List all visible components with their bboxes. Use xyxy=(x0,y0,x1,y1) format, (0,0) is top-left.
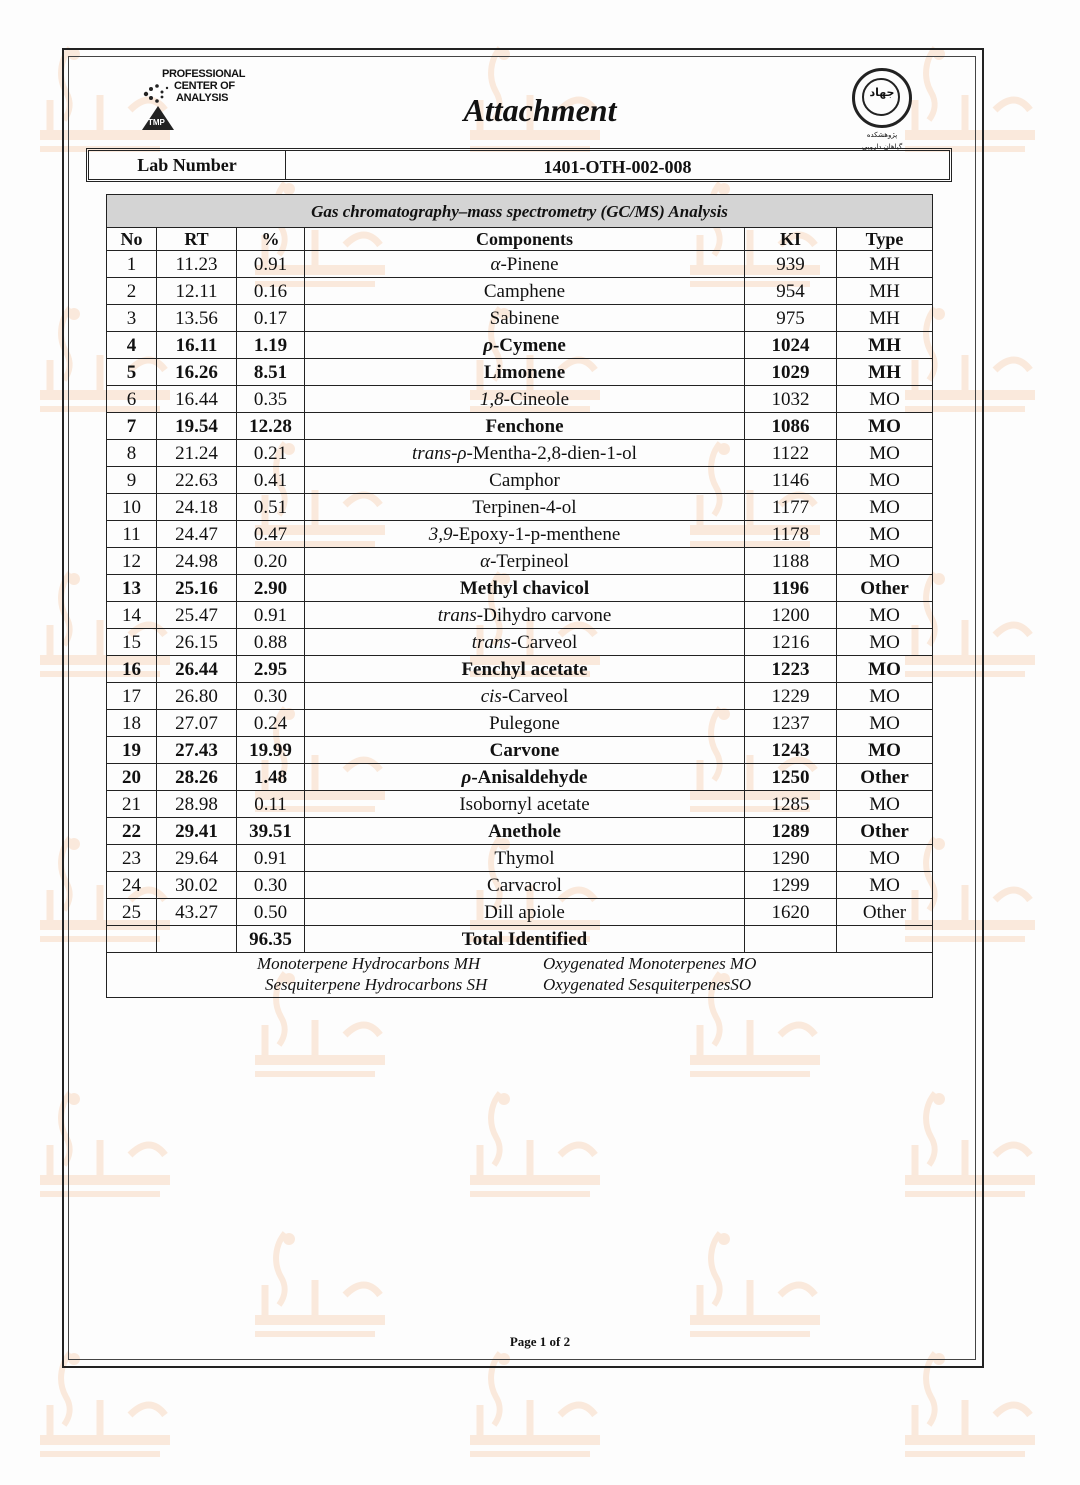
cell-no: 3 xyxy=(107,305,157,332)
cell-ki: 975 xyxy=(745,305,837,332)
cell-no: 4 xyxy=(107,332,157,359)
cell-type: MO xyxy=(837,467,933,494)
component-name: -Pinene xyxy=(500,253,559,275)
cell-percent: 0.35 xyxy=(237,386,305,413)
table-row xyxy=(107,413,933,440)
component-name: Isobornyl acetate xyxy=(459,793,590,815)
cell-component xyxy=(305,629,745,656)
component-prefix: trans xyxy=(471,631,511,653)
table-row xyxy=(107,629,933,656)
cell-type: MO xyxy=(837,656,933,683)
table-row xyxy=(107,683,933,710)
cell-component xyxy=(305,440,745,467)
cell-no: 23 xyxy=(107,845,157,872)
cell-component xyxy=(305,305,745,332)
cell-no: 13 xyxy=(107,575,157,602)
cell-percent: 39.51 xyxy=(237,818,305,845)
cell-ki: 1223 xyxy=(745,656,837,683)
cell-rt: 43.27 xyxy=(157,899,237,926)
cell-rt: 24.18 xyxy=(157,494,237,521)
table-row xyxy=(107,899,933,926)
table-row xyxy=(107,764,933,791)
cell-component xyxy=(305,764,745,791)
cell-rt: 28.26 xyxy=(157,764,237,791)
legend-sh: Sesquiterpene Hydrocarbons SH xyxy=(265,975,488,994)
institute-caption-2: گیاهان دارویی xyxy=(861,143,903,151)
component-prefix: cis xyxy=(480,685,502,707)
cell-component xyxy=(305,791,745,818)
cell-rt: 11.23 xyxy=(157,251,237,278)
cell-percent: 0.41 xyxy=(237,467,305,494)
cell-no: 11 xyxy=(107,521,157,548)
cell-ki: 1122 xyxy=(745,440,837,467)
cell-percent: 1.48 xyxy=(237,764,305,791)
table-row xyxy=(107,467,933,494)
cell-rt: 29.41 xyxy=(157,818,237,845)
table-row xyxy=(107,872,933,899)
table-row xyxy=(107,386,933,413)
cell-component xyxy=(305,710,745,737)
cell-rt: 16.44 xyxy=(157,386,237,413)
legend-so: Oxygenated SesquiterpenesSO xyxy=(543,975,752,994)
component-name: Camphene xyxy=(483,280,566,302)
table-row xyxy=(107,818,933,845)
institute-seal-logo xyxy=(852,68,912,151)
total-empty-3 xyxy=(745,926,837,953)
seal-icon xyxy=(852,68,912,128)
cell-percent: 0.30 xyxy=(237,683,305,710)
cell-type: Other xyxy=(837,899,933,926)
cell-type: MO xyxy=(837,872,933,899)
cell-no: 25 xyxy=(107,899,157,926)
table-row xyxy=(107,737,933,764)
cell-component xyxy=(305,845,745,872)
cell-rt: 13.56 xyxy=(157,305,237,332)
cell-rt: 21.24 xyxy=(157,440,237,467)
cell-ki: 1178 xyxy=(745,521,837,548)
cell-ki: 1299 xyxy=(745,872,837,899)
cell-component xyxy=(305,332,745,359)
table-row xyxy=(107,845,933,872)
cell-percent: 0.17 xyxy=(237,305,305,332)
component-prefix: 3,9 xyxy=(428,523,453,545)
cell-ki: 1029 xyxy=(745,359,837,386)
cell-ki: 1229 xyxy=(745,683,837,710)
institute-caption-1: پژوهشکده xyxy=(866,131,898,139)
cell-no: 22 xyxy=(107,818,157,845)
col-header-type: Type xyxy=(837,228,933,251)
cell-percent: 0.11 xyxy=(237,791,305,818)
cell-type: MO xyxy=(837,791,933,818)
cell-component xyxy=(305,575,745,602)
cell-rt: 26.44 xyxy=(157,656,237,683)
cell-percent: 0.91 xyxy=(237,845,305,872)
table-row xyxy=(107,575,933,602)
cell-no: 7 xyxy=(107,413,157,440)
cell-ki: 1188 xyxy=(745,548,837,575)
table-row xyxy=(107,710,933,737)
total-empty-1 xyxy=(107,926,157,953)
component-prefix: trans xyxy=(437,604,477,626)
component-name: Fenchone xyxy=(485,415,564,437)
table-row xyxy=(107,656,933,683)
cell-percent: 19.99 xyxy=(237,737,305,764)
cell-type: Other xyxy=(837,575,933,602)
cell-type: MO xyxy=(837,548,933,575)
cell-component xyxy=(305,386,745,413)
cell-no: 17 xyxy=(107,683,157,710)
cell-component xyxy=(305,359,745,386)
cell-no: 1 xyxy=(107,251,157,278)
cell-component xyxy=(305,818,745,845)
cell-no: 18 xyxy=(107,710,157,737)
component-name: -Epoxy-1-p-menthene xyxy=(452,523,621,545)
table-row xyxy=(107,791,933,818)
component-name: Anethole xyxy=(488,820,561,842)
component-prefix: ρ xyxy=(483,334,493,356)
cell-ki: 1196 xyxy=(745,575,837,602)
cell-rt: 27.43 xyxy=(157,737,237,764)
cell-ki: 1216 xyxy=(745,629,837,656)
cell-type: MO xyxy=(837,440,933,467)
table-row xyxy=(107,332,933,359)
cell-type: MO xyxy=(837,710,933,737)
cell-percent: 0.16 xyxy=(237,278,305,305)
cell-ki: 1177 xyxy=(745,494,837,521)
cell-component xyxy=(305,683,745,710)
cell-ki: 1200 xyxy=(745,602,837,629)
col-header-percent: % xyxy=(237,228,305,251)
cell-no: 9 xyxy=(107,467,157,494)
component-prefix: α xyxy=(490,253,501,275)
cell-type: MH xyxy=(837,332,933,359)
table-row xyxy=(107,602,933,629)
cell-ki: 939 xyxy=(745,251,837,278)
cell-no: 19 xyxy=(107,737,157,764)
cell-component xyxy=(305,278,745,305)
cell-percent: 8.51 xyxy=(237,359,305,386)
component-name: -Mentha-2,8-dien-1-ol xyxy=(466,442,637,464)
table-body xyxy=(107,251,933,926)
page-title: Attachment xyxy=(463,92,617,128)
cell-percent: 0.51 xyxy=(237,494,305,521)
cell-type: MO xyxy=(837,413,933,440)
cell-ki: 1290 xyxy=(745,845,837,872)
cell-rt: 29.64 xyxy=(157,845,237,872)
cell-type: Other xyxy=(837,818,933,845)
cell-ki: 1250 xyxy=(745,764,837,791)
table-row xyxy=(107,521,933,548)
cell-type: MH xyxy=(837,251,933,278)
component-name: -Carveol xyxy=(501,685,569,707)
cell-no: 20 xyxy=(107,764,157,791)
cell-component xyxy=(305,494,745,521)
cell-percent: 0.24 xyxy=(237,710,305,737)
cell-no: 10 xyxy=(107,494,157,521)
cell-no: 6 xyxy=(107,386,157,413)
cell-component xyxy=(305,548,745,575)
cell-no: 14 xyxy=(107,602,157,629)
cell-percent: 2.90 xyxy=(237,575,305,602)
component-name: Thymol xyxy=(494,847,555,869)
cell-type: Other xyxy=(837,764,933,791)
col-header-ki: KI xyxy=(745,228,837,251)
cell-type: MO xyxy=(837,683,933,710)
cell-ki: 1032 xyxy=(745,386,837,413)
cell-type: MO xyxy=(837,494,933,521)
cell-rt: 25.47 xyxy=(157,602,237,629)
cell-component xyxy=(305,656,745,683)
total-label: Total Identified xyxy=(305,926,745,953)
component-name: -Cymene xyxy=(492,334,566,356)
cell-type: MO xyxy=(837,602,933,629)
cell-type: MH xyxy=(837,359,933,386)
cell-rt: 19.54 xyxy=(157,413,237,440)
table-row xyxy=(107,278,933,305)
total-empty-4 xyxy=(837,926,933,953)
cell-percent: 0.50 xyxy=(237,899,305,926)
cell-ki: 1237 xyxy=(745,710,837,737)
type-legend xyxy=(107,953,933,998)
cell-no: 12 xyxy=(107,548,157,575)
table-row xyxy=(107,548,933,575)
cell-ki: 1086 xyxy=(745,413,837,440)
component-prefix: 1,8 xyxy=(479,388,504,410)
cell-percent: 0.47 xyxy=(237,521,305,548)
cell-rt: 27.07 xyxy=(157,710,237,737)
component-name: -Terpineol xyxy=(490,550,569,572)
cell-percent: 1.19 xyxy=(237,332,305,359)
lab-number-bar xyxy=(86,148,952,182)
component-name: Pulegone xyxy=(489,712,560,734)
cell-type: MO xyxy=(837,521,933,548)
component-name: Carvone xyxy=(489,739,560,761)
cell-component xyxy=(305,872,745,899)
table-caption: Gas chromatography–mass spectrometry (GC/MS) Analysis xyxy=(107,195,933,228)
cell-no: 15 xyxy=(107,629,157,656)
cell-percent: 0.91 xyxy=(237,251,305,278)
table-row xyxy=(107,440,933,467)
page-number: Page 1 of 2 xyxy=(509,1334,571,1349)
cell-percent: 12.28 xyxy=(237,413,305,440)
cell-ki: 954 xyxy=(745,278,837,305)
col-header-rt: RT xyxy=(157,228,237,251)
cell-component xyxy=(305,602,745,629)
cell-ki: 1146 xyxy=(745,467,837,494)
cell-type: MH xyxy=(837,305,933,332)
cell-component xyxy=(305,899,745,926)
component-name: -Dihydro carvone xyxy=(476,604,612,626)
logo-line-3: ANALYSIS xyxy=(176,92,229,104)
cell-component xyxy=(305,737,745,764)
component-prefix: ρ xyxy=(461,766,472,788)
cell-percent: 2.95 xyxy=(237,656,305,683)
lab-number-label: Lab Number xyxy=(89,151,286,179)
component-name: Terpinen-4-ol xyxy=(472,496,577,518)
component-name: Sabinene xyxy=(489,307,560,329)
cell-ki: 1024 xyxy=(745,332,837,359)
component-name: Limonene xyxy=(483,361,566,383)
component-name: -Carveol xyxy=(510,631,578,653)
legend-mo: Oxygenated Monoterpenes MO xyxy=(543,954,757,973)
total-empty-2 xyxy=(157,926,237,953)
cell-no: 5 xyxy=(107,359,157,386)
component-name: Dill apiole xyxy=(484,901,565,923)
cell-type: MO xyxy=(837,629,933,656)
total-percent: 96.35 xyxy=(237,926,305,953)
table-row xyxy=(107,305,933,332)
cell-component xyxy=(305,251,745,278)
seal-text: جهاد xyxy=(869,86,895,99)
cell-ki: 1289 xyxy=(745,818,837,845)
cell-rt: 24.47 xyxy=(157,521,237,548)
cell-rt: 24.98 xyxy=(157,548,237,575)
cell-type: MO xyxy=(837,845,933,872)
cell-no: 21 xyxy=(107,791,157,818)
cell-percent: 0.20 xyxy=(237,548,305,575)
cell-rt: 26.15 xyxy=(157,629,237,656)
component-name: -Anisaldehyde xyxy=(471,766,588,788)
cell-percent: 0.88 xyxy=(237,629,305,656)
cell-ki: 1285 xyxy=(745,791,837,818)
cell-component xyxy=(305,413,745,440)
cell-rt: 30.02 xyxy=(157,872,237,899)
component-prefix: trans-ρ xyxy=(412,442,467,464)
logo-line-2: CENTER OF xyxy=(174,80,235,92)
table-row xyxy=(107,359,933,386)
gcms-results-table xyxy=(106,194,933,998)
logo-badge: TMP xyxy=(148,118,165,127)
cell-type: MO xyxy=(837,737,933,764)
component-name: -Cineole xyxy=(503,388,570,410)
cell-rt: 26.80 xyxy=(157,683,237,710)
cell-no: 24 xyxy=(107,872,157,899)
lab-number-value: 1401-OTH-002-008 xyxy=(543,157,692,177)
cell-ki: 1243 xyxy=(745,737,837,764)
component-name: Camphor xyxy=(489,469,560,491)
component-name: Carvacrol xyxy=(487,874,562,896)
table-row xyxy=(107,251,933,278)
cell-component xyxy=(305,467,745,494)
cell-ki: 1620 xyxy=(745,899,837,926)
cell-no: 2 xyxy=(107,278,157,305)
cell-percent: 0.91 xyxy=(237,602,305,629)
cell-no: 16 xyxy=(107,656,157,683)
cell-rt: 22.63 xyxy=(157,467,237,494)
col-header-components: Components xyxy=(305,228,745,251)
cell-rt: 12.11 xyxy=(157,278,237,305)
cell-component xyxy=(305,521,745,548)
cell-rt: 25.16 xyxy=(157,575,237,602)
component-prefix: α xyxy=(480,550,491,572)
cell-percent: 0.30 xyxy=(237,872,305,899)
component-name: Methyl chavicol xyxy=(459,577,590,599)
cell-percent: 0.21 xyxy=(237,440,305,467)
cell-rt: 16.11 xyxy=(157,332,237,359)
cell-no: 8 xyxy=(107,440,157,467)
cell-rt: 28.98 xyxy=(157,791,237,818)
gcms-table-wrapper xyxy=(106,194,932,998)
cell-rt: 16.26 xyxy=(157,359,237,386)
logo-line-1: PROFESSIONAL xyxy=(162,68,246,80)
col-header-no: No xyxy=(107,228,157,251)
cell-type: MH xyxy=(837,278,933,305)
legend-mh: Monoterpene Hydrocarbons MH xyxy=(257,954,481,973)
table-row xyxy=(107,494,933,521)
component-name: Fenchyl acetate xyxy=(461,658,588,680)
cell-type: MO xyxy=(837,386,933,413)
